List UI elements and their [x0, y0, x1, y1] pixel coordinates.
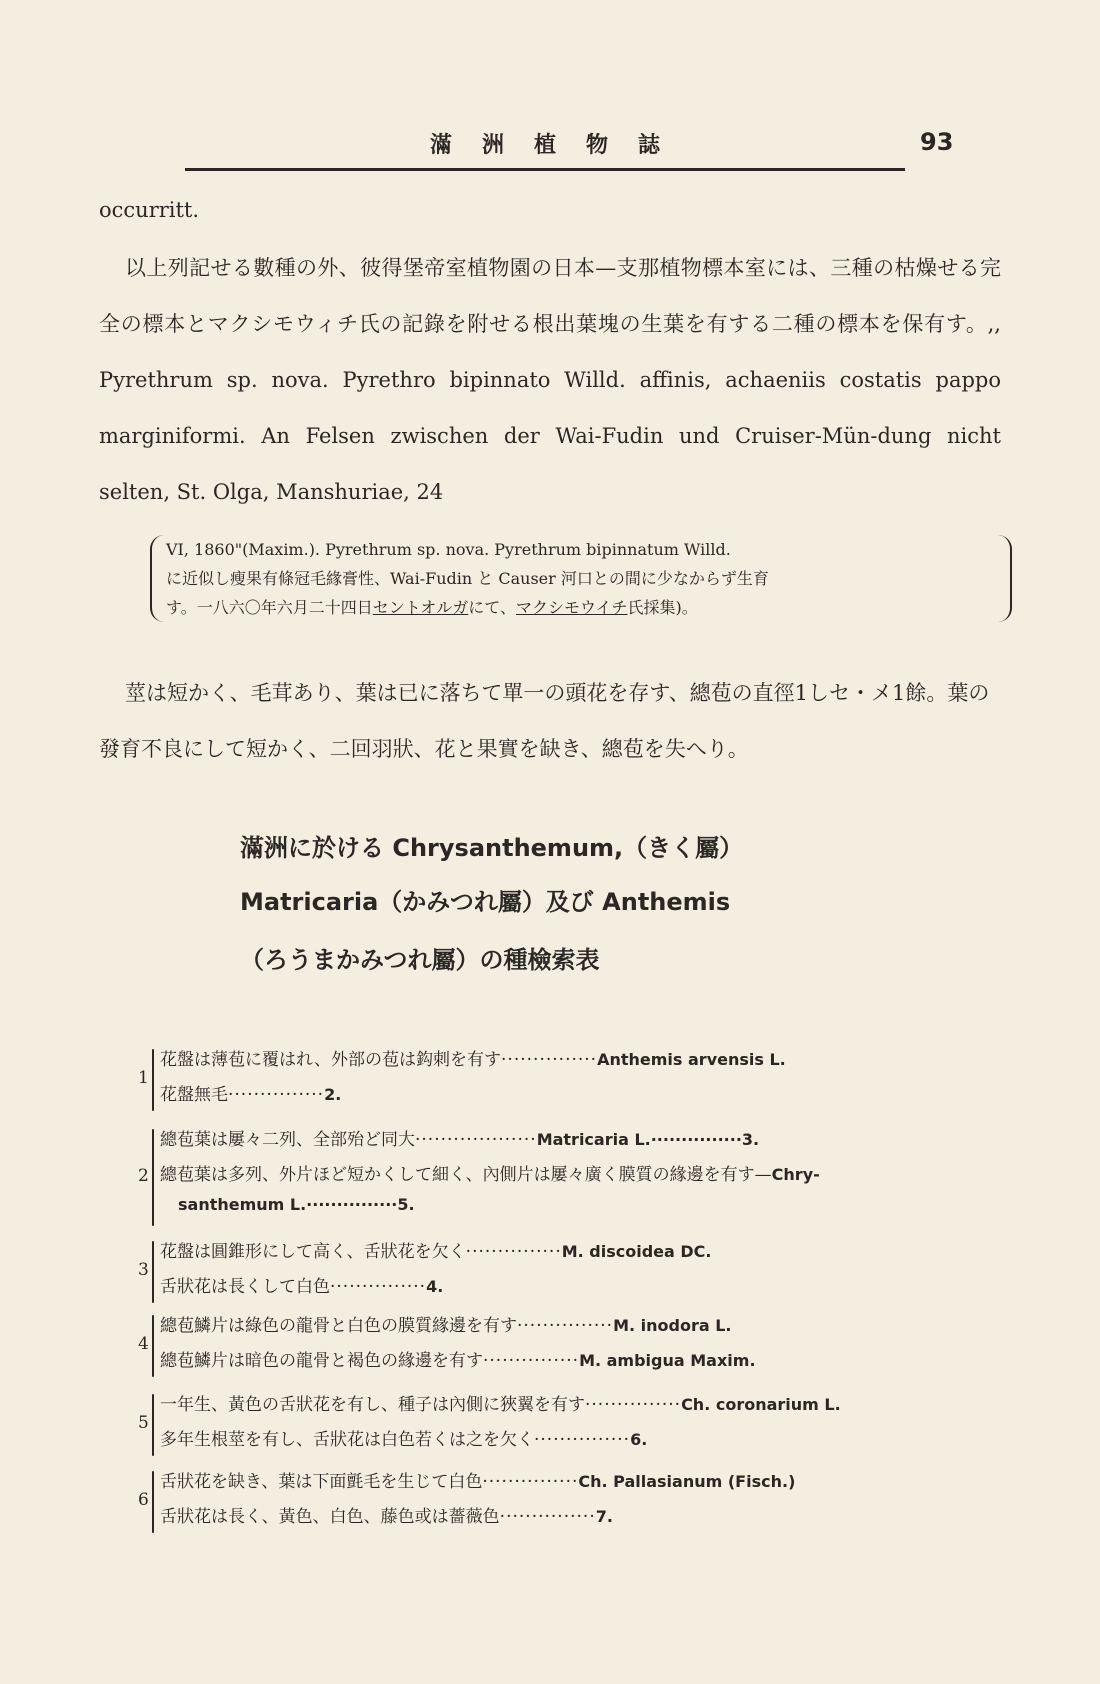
key-leader-dots: ···············: [465, 1242, 562, 1262]
key-leader-dots: ···············: [228, 1085, 325, 1105]
key-target: 4.: [426, 1277, 444, 1296]
key-line: [160, 1125, 759, 1150]
section-title-line-3: （ろうまかみつれ屬）の種檢索表: [240, 946, 600, 974]
key-target: 2.: [324, 1085, 342, 1104]
couplet-number: 5: [138, 1413, 149, 1433]
key-leader-dots: ···············: [499, 1507, 596, 1527]
key-line: [160, 1272, 443, 1297]
key-line-text: 舌狀花を缺き、葉は下面氈毛を生じて白色: [160, 1472, 483, 1492]
key-target: santhemum L.···············5.: [178, 1195, 415, 1214]
couplet-number: 6: [138, 1490, 149, 1510]
running-title: 滿洲植物誌: [429, 132, 690, 158]
couplet-number: 2: [138, 1165, 149, 1186]
citation-line-3: [166, 593, 996, 622]
key-target: M. ambigua Maxim.: [579, 1351, 756, 1370]
key-target: M. discoidea DC.: [561, 1242, 712, 1261]
page-number: 93: [920, 128, 954, 156]
key-target: Chry-: [771, 1165, 820, 1184]
key-couplet: [138, 1467, 1008, 1537]
key-line-text: 舌狀花は長く、黃色、白色、藤色或は薔薇色: [160, 1507, 500, 1527]
key-target: Anthemis arvensis L.: [597, 1050, 786, 1069]
citation-block: [150, 535, 1012, 622]
key-line: [160, 1467, 795, 1492]
brace: [152, 1394, 154, 1456]
section-title-line-1: 滿洲に於ける Chrysanthemum,（きく屬）: [240, 834, 744, 862]
key-line: [160, 1346, 756, 1371]
key-line: [160, 1045, 786, 1070]
key-couplet: [138, 1125, 1008, 1230]
key-line-text: 總苞鱗片は綠色の龍骨と白色の膜質緣邊を有す: [160, 1316, 517, 1336]
key-couplet: [138, 1237, 1008, 1307]
key-leader-dots: ···················: [415, 1130, 537, 1150]
key-line-text: 花盤は圓錐形にして高く、舌狀花を欠く: [160, 1242, 466, 1262]
key-leader-dots: ···············: [534, 1430, 631, 1450]
key-line: [160, 1160, 820, 1185]
key-leader-dots: ···············: [517, 1316, 614, 1336]
key-target: Ch. coronarium L.: [681, 1395, 841, 1414]
key-leader-dots: ···············: [330, 1277, 427, 1297]
brace: [152, 1129, 154, 1226]
key-target: M. inodora L.: [613, 1316, 732, 1335]
brace: [152, 1049, 154, 1111]
citation-end: 氏採集)。: [627, 598, 698, 617]
key-line-text: 舌狀花は長くして白色: [160, 1277, 330, 1297]
key-line-text: 一年生、黃色の舌狀花を有し、種子は內側に狹翼を有す: [160, 1395, 585, 1415]
key-line: [160, 1390, 841, 1415]
paragraph-2: 莖は短かく、毛茸あり、葉は已に落ちて單一の頭花を存す、總苞の直徑1しセ・メ1餘。葉の發育不良にして短かく、二回羽狀、花と果實を缺き、總苞を失へり。: [99, 681, 990, 761]
key-couplet: [138, 1311, 1008, 1381]
key-line-text: 花盤無毛: [160, 1085, 228, 1105]
key-line-text: 總苞葉は屢々二列、全部殆ど同大: [160, 1130, 415, 1150]
key-leader-dots: ···············: [501, 1050, 598, 1070]
key-leader-dots: ···············: [483, 1351, 580, 1371]
key-line: [160, 1311, 731, 1336]
key-line: [160, 1237, 712, 1262]
key-target: Matricaria L.···············3.: [536, 1130, 760, 1149]
key-line: [160, 1502, 613, 1527]
key-target: Ch. Pallasianum (Fisch.): [578, 1472, 796, 1491]
key-leader-dots: ···············: [482, 1472, 579, 1492]
key-couplet: [138, 1390, 1008, 1460]
continuation-text: occurritt.: [99, 198, 200, 222]
paragraph-1: 以上列記せる數種の外、彼得堡帝室植物園の日本—支那植物標本室には、三種の枯燥せる完全の標本とマクシモウィチ氏の記錄を附せる根出葉塊の生葉を有する二種の標本を保有す。,, Pyrethrum sp. nova. Pyrethro bipinnato Willd. affinis, achaeniis costatis pappo marginiformi. An Felsen zwischen der Wai-Fudin und Cruiser-Mün-dung nicht selten, St. Olga, Manshuriae, 24: [99, 256, 1001, 504]
couplet-number: 1: [138, 1068, 149, 1088]
key-couplet: [138, 1045, 1008, 1115]
key-line: [160, 1425, 647, 1450]
key-line: [178, 1195, 415, 1215]
citation-collector: マクシモウイチ: [515, 598, 628, 617]
citation-date: す。一八六〇年六月二十四日: [166, 598, 373, 617]
key-line-text: 花盤は薄苞に覆はれ、外部の苞は鈎刺を有す: [160, 1050, 502, 1070]
citation-particle: にて、: [468, 598, 516, 617]
brace: [152, 1315, 154, 1377]
key-line: [160, 1080, 341, 1105]
brace: [152, 1471, 154, 1533]
key-line-text: 總苞葉は多列、外片ほど短かくして細く、內側片は屢々廣く膜質の緣邊を有す—: [160, 1165, 772, 1185]
couplet-number: 3: [138, 1260, 149, 1280]
citation-line-1: VI, 1860"(Maxim.). Pyrethrum sp. nova. Pyrethrum bipinnatum Willd.: [166, 540, 731, 559]
couplet-number: 4: [138, 1334, 149, 1354]
key-line-text: 多年生根莖を有し、舌狀花は白色若くは之を欠く: [160, 1430, 534, 1450]
citation-line-2: に近似し瘦果有條冠毛緣膏性、Wai-Fudin と Causer 河口との間に少なからず生育: [166, 569, 769, 588]
key-target: 6.: [630, 1430, 648, 1449]
key-target: 7.: [595, 1507, 613, 1526]
citation-locality: セントオルガ: [372, 598, 469, 617]
key-leader-dots: ···············: [585, 1395, 682, 1415]
brace: [152, 1241, 154, 1303]
header-rule: [185, 168, 905, 171]
key-line-text: 總苞鱗片は暗色の龍骨と褐色の緣邊を有す: [160, 1351, 483, 1371]
section-title-line-2: Matricaria（かみつれ屬）及び Anthemis: [240, 888, 731, 916]
